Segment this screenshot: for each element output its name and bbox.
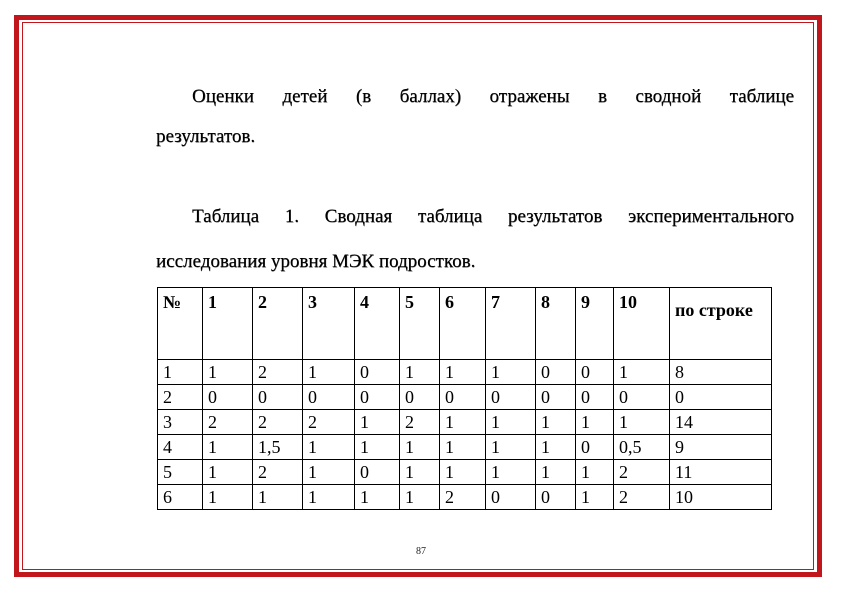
table-cell: 1 <box>303 460 355 485</box>
table-cell: 1 <box>355 410 400 435</box>
table-cell: 10 <box>670 485 772 510</box>
table-cell: 1 <box>576 410 614 435</box>
table-cell: 1 <box>303 360 355 385</box>
table-cell: 1 <box>203 485 253 510</box>
table-cell: 1 <box>355 435 400 460</box>
header-cell-total: по строке <box>670 288 772 360</box>
table-cell: 2 <box>614 485 670 510</box>
table-row <box>158 485 772 510</box>
table-cell: 3 <box>158 410 203 435</box>
table-cell: 2 <box>400 410 440 435</box>
results-table <box>157 287 772 510</box>
table-cell: 0 <box>614 385 670 410</box>
table-caption-line-2: исследования уровня МЭК подростков. <box>156 251 476 272</box>
table-row <box>158 360 772 385</box>
table-cell: 0 <box>486 385 536 410</box>
table-cell: 1 <box>440 460 486 485</box>
table-cell: 1 <box>486 435 536 460</box>
header-cell: № <box>158 288 203 360</box>
table-cell: 0,5 <box>614 435 670 460</box>
table-cell: 8 <box>670 360 772 385</box>
table-header-row <box>158 288 772 360</box>
table-cell: 0 <box>670 385 772 410</box>
table-cell: 1 <box>400 460 440 485</box>
table-cell: 1 <box>158 360 203 385</box>
table-cell: 2 <box>440 485 486 510</box>
table-cell: 1 <box>355 485 400 510</box>
table-row <box>158 385 772 410</box>
table-cell: 0 <box>400 385 440 410</box>
table-cell: 5 <box>158 460 203 485</box>
table-cell: 14 <box>670 410 772 435</box>
table-cell: 1 <box>576 460 614 485</box>
table-cell: 0 <box>576 435 614 460</box>
header-cell: 1 <box>203 288 253 360</box>
table-cell: 1 <box>614 360 670 385</box>
table-cell: 2 <box>158 385 203 410</box>
header-cell: 5 <box>400 288 440 360</box>
table-cell: 0 <box>355 360 400 385</box>
table-cell: 1 <box>203 360 253 385</box>
table-cell: 1 <box>486 360 536 385</box>
table-row <box>158 410 772 435</box>
table-cell: 2 <box>614 460 670 485</box>
header-cell: 9 <box>576 288 614 360</box>
table-cell: 6 <box>158 485 203 510</box>
header-cell: 3 <box>303 288 355 360</box>
table-cell: 2 <box>253 410 303 435</box>
table-cell: 11 <box>670 460 772 485</box>
table-cell: 0 <box>253 385 303 410</box>
table-cell: 2 <box>303 410 355 435</box>
table-cell: 2 <box>253 360 303 385</box>
table-cell: 1 <box>440 435 486 460</box>
table-cell: 4 <box>158 435 203 460</box>
table-cell: 1 <box>303 485 355 510</box>
table-cell: 0 <box>355 460 400 485</box>
table-cell: 0 <box>536 485 576 510</box>
table-cell: 0 <box>536 360 576 385</box>
table-cell: 0 <box>486 485 536 510</box>
table-cell: 0 <box>576 385 614 410</box>
table-cell: 2 <box>203 410 253 435</box>
table-row <box>158 460 772 485</box>
header-cell: 7 <box>486 288 536 360</box>
header-cell: 8 <box>536 288 576 360</box>
table-cell: 1 <box>614 410 670 435</box>
table-cell: 1 <box>486 410 536 435</box>
table-cell: 0 <box>576 360 614 385</box>
table-cell: 1,5 <box>253 435 303 460</box>
table-cell: 0 <box>203 385 253 410</box>
table-cell: 1 <box>440 410 486 435</box>
table-cell: 1 <box>400 435 440 460</box>
table-cell: 9 <box>670 435 772 460</box>
table-cell: 1 <box>576 485 614 510</box>
table-cell: 1 <box>536 435 576 460</box>
paragraph-1-line-1: Оценки детей (в баллах) отражены в сводной таблице <box>192 86 794 107</box>
page-number: 87 <box>416 546 426 557</box>
table-cell: 1 <box>253 485 303 510</box>
table-cell: 1 <box>536 410 576 435</box>
table-caption-line-1: Таблица 1. Сводная таблица результатов экспериментального <box>192 206 794 227</box>
table-cell: 0 <box>440 385 486 410</box>
table-cell: 1 <box>486 460 536 485</box>
table-row <box>158 435 772 460</box>
header-cell: 10 <box>614 288 670 360</box>
table-cell: 1 <box>400 485 440 510</box>
table-cell: 1 <box>536 460 576 485</box>
table-cell: 1 <box>203 435 253 460</box>
table-cell: 2 <box>253 460 303 485</box>
table-cell: 1 <box>203 460 253 485</box>
table-cell: 0 <box>536 385 576 410</box>
table-cell: 1 <box>400 360 440 385</box>
table-cell: 0 <box>303 385 355 410</box>
table-cell: 0 <box>355 385 400 410</box>
header-cell: 4 <box>355 288 400 360</box>
header-cell: 2 <box>253 288 303 360</box>
paragraph-1-line-2: результатов. <box>156 126 256 147</box>
table-cell: 1 <box>303 435 355 460</box>
header-cell: 6 <box>440 288 486 360</box>
table-cell: 1 <box>440 360 486 385</box>
